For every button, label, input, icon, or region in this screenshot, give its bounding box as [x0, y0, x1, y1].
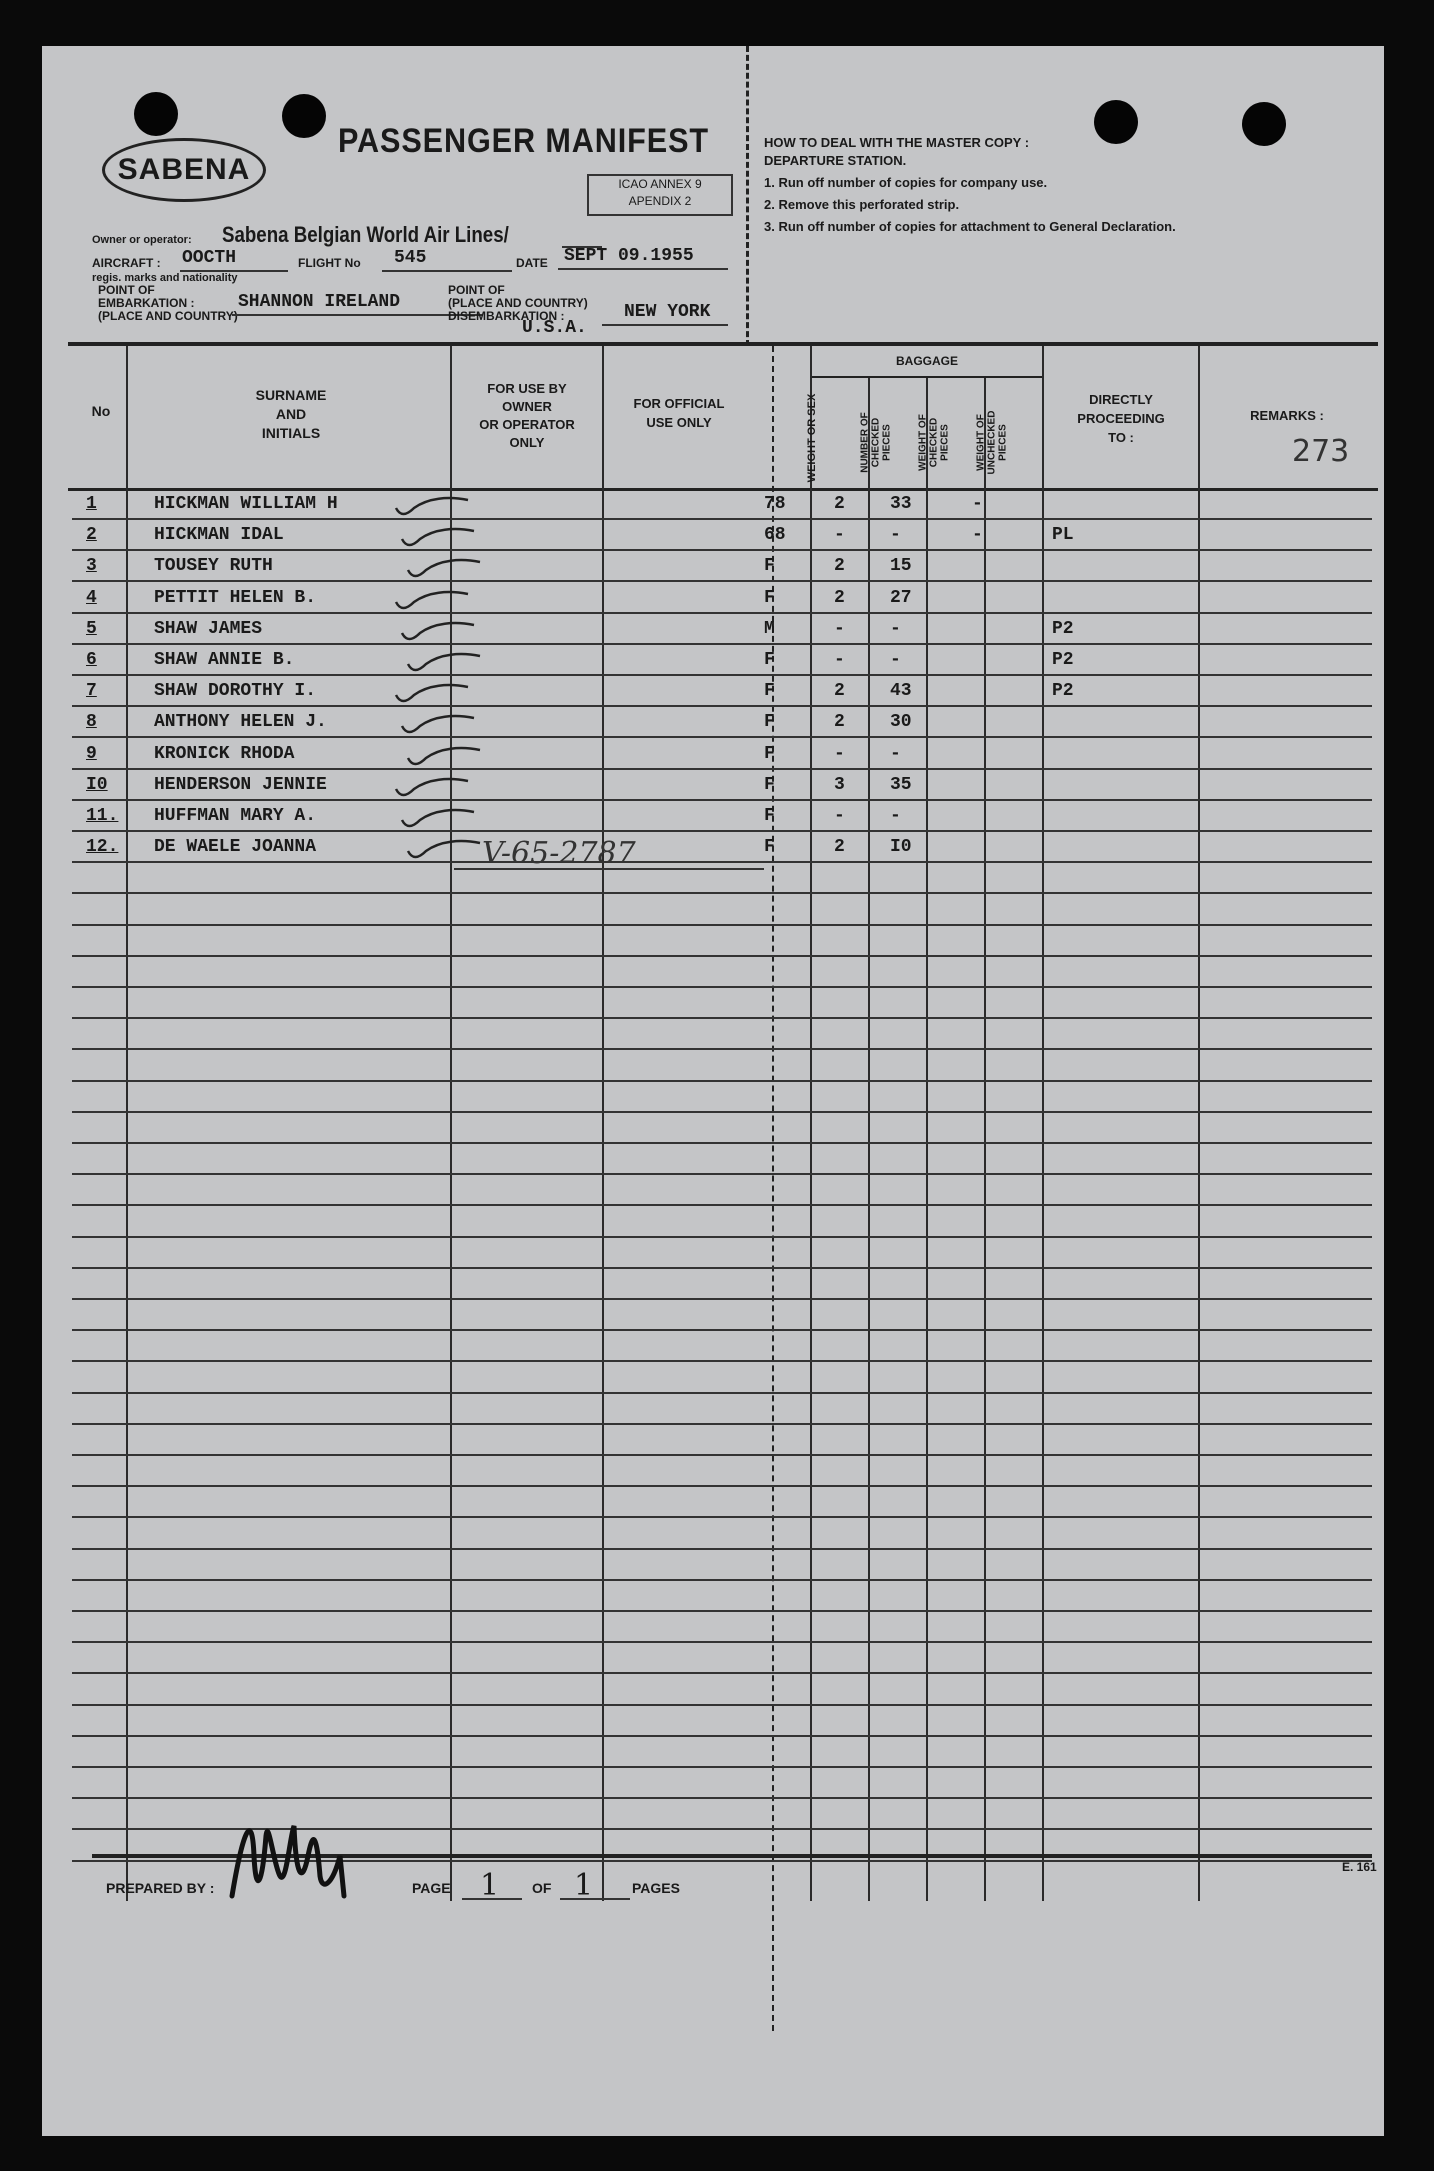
cell-pieces: - [834, 525, 845, 546]
form-code: E. 161 [1342, 1860, 1377, 1874]
table-rule [72, 1485, 1372, 1487]
remarks-value: 273 [1292, 434, 1350, 469]
cell-name: TOUSEY RUTH [154, 556, 273, 577]
check-mark [404, 744, 484, 768]
cell-dest: P2 [1052, 681, 1074, 702]
cell-pieces: 3 [834, 774, 845, 795]
cell-no: 1 [86, 494, 97, 514]
cell-name: SHAW ANNIE B. [154, 650, 295, 670]
table-rule [72, 1142, 1372, 1144]
check-mark [404, 650, 484, 674]
cell-wt: - [890, 650, 901, 670]
cell-name: SHAW JAMES [154, 618, 263, 639]
embark-underline [232, 314, 482, 316]
owner-label: Owner or operator: [92, 234, 192, 246]
embark-label-line: (PLACE AND COUNTRY) [98, 309, 238, 323]
cell-pieces: 2 [834, 712, 845, 733]
table-rule [72, 1735, 1372, 1737]
disembark-label-line: DISEMBARKATION : [448, 309, 565, 323]
table-rule [72, 892, 1372, 894]
of-value: 1 [574, 1868, 594, 1903]
cell-wt: 43 [890, 681, 912, 702]
cell-no: 7 [86, 681, 97, 702]
column-divider [126, 346, 128, 1901]
col-owner-use: FOR USE BY OWNER OR OPERATOR ONLY [479, 381, 575, 450]
cell-dest: P2 [1052, 650, 1074, 670]
disembark-label-line: (PLACE AND COUNTRY) [448, 296, 588, 310]
cell-wt: 33 [890, 494, 912, 514]
cell-no: 4 [86, 587, 97, 608]
cell-ws: F [764, 587, 775, 608]
handwritten-underline [454, 868, 764, 870]
instructions [764, 132, 1176, 238]
cell-no: 9 [86, 743, 97, 764]
table-rule [72, 1298, 1372, 1300]
col-num-checked: NUMBER OF CHECKED PIECES [859, 412, 893, 473]
cell-no: 11. [86, 806, 119, 826]
cell-wt: - [890, 525, 901, 546]
table-rule [72, 986, 1372, 988]
page-label: PAGE [412, 1880, 451, 1896]
table-rule [72, 1204, 1372, 1206]
table-rule [72, 1423, 1372, 1425]
instructions-line: 2. Remove this perforated strip. [764, 197, 960, 212]
check-mark [398, 619, 478, 643]
table-header-border [68, 488, 1378, 491]
instructions-line: 1. Run off number of copies for company use. [764, 175, 1048, 190]
handwritten-note: V-65-2787 [482, 836, 636, 871]
cell-name: HICKMAN WILLIAM H [154, 494, 338, 514]
table-rule [72, 1454, 1372, 1456]
instructions-line: DEPARTURE STATION. [764, 153, 907, 168]
aircraft-label: AIRCRAFT : [92, 256, 161, 270]
table-rule [72, 705, 1372, 707]
punch-hole [282, 94, 326, 138]
cell-ws: F [764, 650, 775, 670]
cell-ws: F [764, 743, 775, 764]
cell-wt: - [890, 618, 901, 639]
cell-pieces: 2 [834, 837, 845, 858]
cell-wt: - [890, 743, 901, 764]
page-title: PASSENGER MANIFEST [338, 122, 709, 160]
cell-wt: 27 [890, 587, 912, 608]
table-rule [72, 1236, 1372, 1238]
check-mark [398, 712, 478, 736]
table-rule [72, 518, 1372, 520]
aircraft-value: OOCTH [182, 248, 237, 268]
cell-wt: 35 [890, 774, 912, 795]
instructions-line: 3. Run off number of copies for attachment to General Declaration. [764, 219, 1176, 234]
table-rule [72, 643, 1372, 645]
column-divider [810, 346, 812, 1901]
instructions-heading: HOW TO DEAL WITH THE MASTER COPY : [764, 135, 1030, 150]
cell-pieces: - [834, 618, 845, 639]
check-mark [398, 806, 478, 830]
cell-name: KRONICK RHODA [154, 743, 295, 764]
col-proceeding: DIRECTLY PROCEEDING TO : [1077, 392, 1165, 445]
manifest-sheet [42, 46, 1384, 2136]
disembark-underline [602, 324, 728, 326]
table-rule [72, 861, 1372, 863]
cell-pieces: 2 [834, 556, 845, 577]
cell-dest: PL [1052, 525, 1074, 546]
table-rule [72, 674, 1372, 676]
perforation-line [746, 46, 749, 346]
cell-no: 5 [86, 618, 97, 639]
table-rule [72, 1516, 1372, 1518]
icao-line: APENDIX 2 [628, 194, 692, 208]
cell-pieces: 2 [834, 494, 845, 514]
table-rule [72, 1080, 1372, 1082]
column-divider [602, 346, 604, 1901]
embark-label-line: POINT OF [98, 283, 155, 297]
cell-ws: F [764, 806, 775, 826]
cell-no: 3 [86, 556, 97, 577]
punch-hole [134, 92, 178, 136]
disembark-label-line: POINT OF [448, 283, 505, 297]
table-rule [72, 1017, 1372, 1019]
flight-value: 545 [394, 248, 427, 268]
cell-name: HUFFMAN MARY A. [154, 806, 317, 826]
of-label: OF [532, 1880, 552, 1896]
table-rule [72, 1048, 1372, 1050]
cell-ws: 68 [764, 525, 786, 546]
cell-pieces: - [834, 743, 845, 764]
cell-pieces: - [834, 650, 845, 670]
table-rule [72, 924, 1372, 926]
of-underline [560, 1898, 630, 1900]
table-rule [72, 955, 1372, 957]
table-rule [72, 1579, 1372, 1581]
cell-name: PETTIT HELEN B. [154, 587, 317, 608]
col-official: FOR OFFICIAL USE ONLY [633, 396, 725, 430]
cell-name: HENDERSON JENNIE [154, 774, 327, 795]
col-no: No [91, 403, 111, 419]
cell-no: 12. [86, 837, 119, 858]
table-rule [72, 1704, 1372, 1706]
table-rule [72, 736, 1372, 738]
check-mark [404, 837, 484, 861]
cell-no: 6 [86, 650, 97, 670]
cell-ws: 78 [764, 494, 786, 514]
check-mark [392, 588, 472, 612]
col-surname: SURNAME AND INITIALS [255, 387, 327, 441]
check-mark [392, 494, 472, 518]
table-rule [72, 1610, 1372, 1612]
col-wt-unchecked: WEIGHT OF UNCHECKED PIECES [975, 410, 1009, 475]
embark-value: SHANNON IRELAND [238, 292, 401, 312]
cell-wt: I0 [890, 837, 912, 858]
cell-pieces: - [834, 806, 845, 826]
cell-name: HICKMAN IDAL [154, 525, 284, 546]
cell-name: DE WAELE JOANNA [154, 837, 317, 858]
table-rule [72, 830, 1372, 832]
check-mark [404, 556, 484, 580]
table-rule [72, 1360, 1372, 1362]
cell-no: 2 [86, 525, 97, 546]
table-rule [72, 1111, 1372, 1113]
col-baggage: BAGGAGE [895, 354, 958, 368]
disembark-value: NEW YORK [624, 302, 711, 322]
pages-label: PAGES [632, 1880, 680, 1896]
icao-line: ICAO ANNEX 9 [618, 177, 702, 191]
date-value: SEPT 09.1955 [564, 246, 694, 266]
table-rule [72, 1392, 1372, 1394]
table-rule [72, 612, 1372, 614]
cell-wt: 15 [890, 556, 912, 577]
cell-unc: - [972, 494, 983, 514]
table-rule [72, 1173, 1372, 1175]
cell-wt: - [890, 806, 901, 826]
sabena-logo: SABENA [102, 138, 266, 202]
cell-name: SHAW DOROTHY I. [154, 681, 317, 702]
table-rule [72, 1329, 1372, 1331]
date-underline [558, 268, 728, 270]
column-divider [1198, 346, 1200, 1901]
table-rule [72, 1672, 1372, 1674]
punch-hole [1242, 102, 1286, 146]
cell-wt: 30 [890, 712, 912, 733]
table-rule [72, 1641, 1372, 1643]
embark-label-line: EMBARKATION : [98, 296, 195, 310]
cell-ws: F [764, 837, 775, 858]
column-divider [1042, 346, 1044, 1901]
cell-ws: F [764, 712, 775, 733]
table-rule [72, 768, 1372, 770]
cell-name: ANTHONY HELEN J. [154, 712, 327, 733]
signature [222, 1796, 362, 1906]
cell-unc: - [972, 525, 983, 546]
flight-underline [382, 270, 512, 272]
check-mark [398, 525, 478, 549]
date-label: DATE [516, 256, 548, 270]
table-rule [72, 1267, 1372, 1269]
page-underline [462, 1898, 522, 1900]
cell-ws: F [764, 556, 775, 577]
cell-no: I0 [86, 774, 108, 795]
col-wt-checked: WEIGHT OF CHECKED PIECES [917, 414, 951, 471]
disembark-value-country: U.S.A. [522, 318, 587, 338]
table-rule [72, 1548, 1372, 1550]
owner-value: Sabena Belgian World Air Lines/ [222, 222, 509, 247]
check-mark [392, 681, 472, 705]
cell-ws: F [764, 774, 775, 795]
table-rule [72, 799, 1372, 801]
col-remarks: REMARKS : [1250, 408, 1324, 423]
embark-label [98, 284, 238, 323]
cell-dest: P2 [1052, 618, 1074, 639]
table-top-border [68, 342, 1378, 346]
cell-pieces: 2 [834, 587, 845, 608]
cell-pieces: 2 [834, 681, 845, 702]
page-value: 1 [480, 1868, 500, 1903]
icao-box [587, 174, 733, 216]
prepared-label: PREPARED BY : [106, 1880, 215, 1896]
cell-ws: M [764, 618, 775, 639]
flight-label: FLIGHT No [298, 256, 361, 270]
table-rule [72, 1766, 1372, 1768]
aircraft-sub: regis. marks and nationality [92, 272, 238, 284]
table-rule [72, 580, 1372, 582]
cell-ws: F [764, 681, 775, 702]
col-weight-sex: WEIGHT OR SEX [806, 393, 818, 483]
table-rule [72, 549, 1372, 551]
cell-no: 8 [86, 712, 97, 733]
check-mark [392, 775, 472, 799]
